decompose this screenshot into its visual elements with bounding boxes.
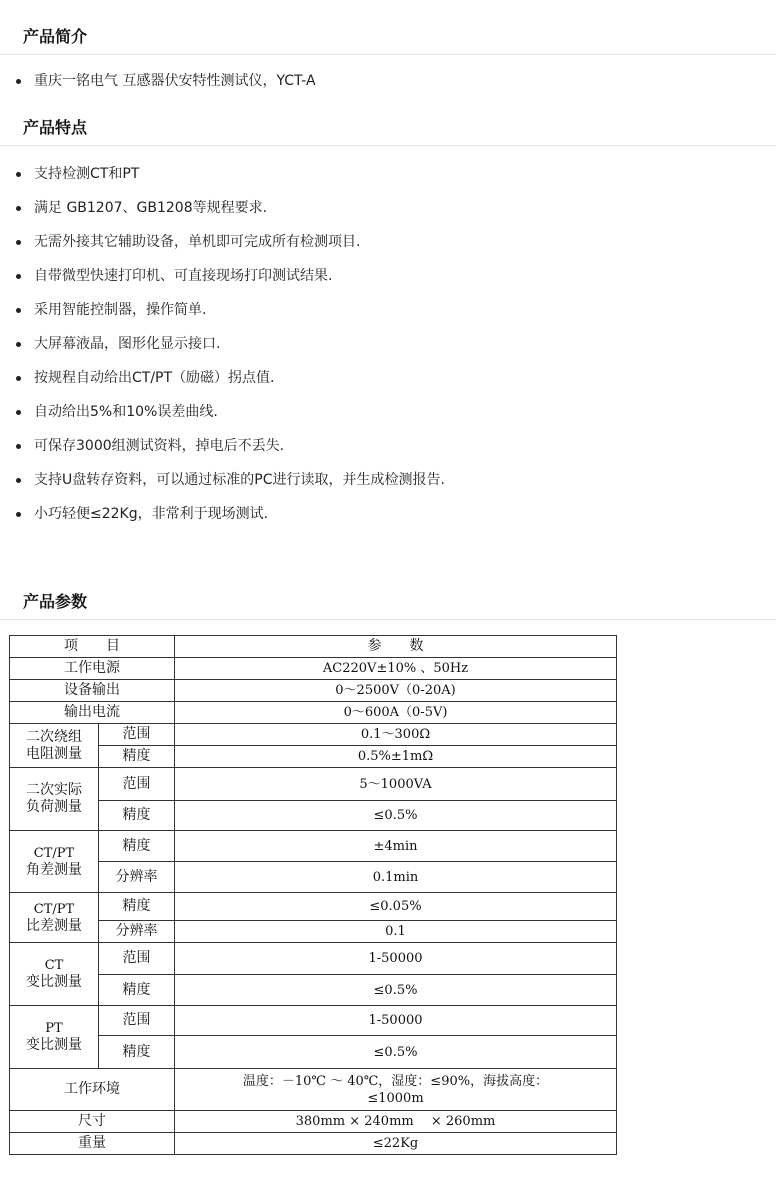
features-divider [0, 145, 776, 146]
list-item: 小巧轻便≤22Kg，非常利于现场测试. [0, 504, 776, 524]
size-label: 尺寸 [10, 1111, 175, 1133]
table-row [10, 768, 617, 801]
winding-label-line1: 二次绕组 [26, 728, 82, 745]
angle-resolution-value: 0.1min [175, 862, 617, 893]
power-value: AC220V±10% 、50Hz [175, 658, 617, 680]
burden-label [10, 768, 99, 831]
list-item: 大屏幕液晶，图形化显示接口. [0, 334, 776, 354]
pt-ratio-range-label: 范围 [99, 1006, 175, 1036]
environment-label: 工作环境 [10, 1069, 175, 1111]
table-row [10, 658, 617, 680]
burden-range-label: 范围 [99, 768, 175, 801]
ratio-error-label [10, 893, 99, 943]
table-row [10, 724, 617, 746]
list-item: 无需外接其它辅助设备，单机即可完成所有检测项目. [0, 232, 776, 252]
output-current-label: 输出电流 [10, 702, 175, 724]
ratio-error-resolution-label: 分辨率 [99, 921, 175, 943]
table-row [10, 921, 617, 943]
table-row [10, 862, 617, 893]
angle-accuracy-value: ±4min [175, 831, 617, 862]
output-value: 0～2500V（0-20A) [175, 680, 617, 702]
table-row [10, 702, 617, 724]
features-list [0, 164, 776, 524]
ct-ratio-label [10, 943, 99, 1006]
table-row [10, 1006, 617, 1036]
features-section-title: 产品特点 [23, 118, 88, 137]
angle-label-line2: 角差测量 [26, 861, 82, 878]
list-item: 按规程自动给出CT/PT（励磁）拐点值. [0, 368, 776, 388]
winding-range-label: 范围 [99, 724, 175, 746]
angle-label-line1: CT/PT [33, 845, 75, 861]
ratio-error-resolution-value: 0.1 [175, 921, 617, 943]
table-row [10, 1069, 617, 1111]
burden-accuracy-label: 精度 [99, 801, 175, 831]
ratio-error-accuracy-label: 精度 [99, 893, 175, 921]
pt-ratio-label-line1: PT [45, 1021, 63, 1036]
intro-divider [0, 54, 776, 55]
ratio-error-label-line1: CT/PT [33, 901, 75, 917]
pt-ratio-accuracy-value: ≤0.5% [175, 1036, 617, 1069]
environment-value [175, 1069, 617, 1111]
list-item: 自动给出5%和10%误差曲线. [0, 402, 776, 422]
ct-ratio-label-line2: 变比测量 [26, 974, 82, 990]
list-item: 支持检测CT和PT [0, 164, 776, 184]
list-item: 支持U盘转存资料，可以通过标准的PC进行读取，并生成检测报告. [0, 470, 776, 490]
list-item: 可保存3000组测试资料，掉电后不丢失. [0, 436, 776, 456]
table-row [10, 1036, 617, 1069]
params-divider [0, 619, 776, 620]
pt-ratio-accuracy-label: 精度 [99, 1036, 175, 1069]
winding-label-line2: 电阻测量 [26, 745, 82, 762]
output-label: 设备输出 [10, 680, 175, 702]
winding-label [10, 724, 99, 768]
list-item: 满足 GB1207、GB1208等规程要求. [0, 198, 776, 218]
table-row [10, 831, 617, 862]
table-row [10, 1111, 617, 1133]
table-row [10, 636, 617, 658]
table-row [10, 680, 617, 702]
table-row [10, 801, 617, 831]
list-item: 自带微型快速打印机、可直接现场打印测试结果. [0, 266, 776, 286]
weight-value: ≤22Kg [175, 1133, 617, 1155]
environment-value-line1: 温度：－10℃ ～ 40℃，湿度：≤90%，海拔高度： [242, 1073, 549, 1089]
header-value: 参 数 [175, 636, 617, 658]
burden-range-value: 5～1000VA [175, 768, 617, 801]
params-table [9, 635, 617, 1155]
winding-range-value: 0.1～300Ω [175, 724, 617, 746]
burden-accuracy-value: ≤0.5% [175, 801, 617, 831]
ratio-error-label-line2: 比差测量 [26, 917, 82, 934]
ct-ratio-range-label: 范围 [99, 943, 175, 975]
table-row [10, 975, 617, 1006]
ct-ratio-range-value: 1-50000 [175, 943, 617, 975]
params-section-title: 产品参数 [23, 592, 88, 611]
output-current-value: 0～600A（0-5V) [175, 702, 617, 724]
winding-accuracy-label: 精度 [99, 746, 175, 768]
table-row [10, 893, 617, 921]
pt-ratio-label [10, 1006, 99, 1069]
ct-ratio-accuracy-label: 精度 [99, 975, 175, 1006]
ct-ratio-label-line1: CT [44, 958, 64, 973]
ratio-error-accuracy-value: ≤0.05% [175, 893, 617, 921]
power-label: 工作电源 [10, 658, 175, 680]
table-row [10, 1133, 617, 1155]
size-value: 380mm × 240mm × 260mm [175, 1111, 617, 1133]
burden-label-line1: 二次实际 [26, 782, 82, 798]
pt-ratio-range-value: 1-50000 [175, 1006, 617, 1036]
header-item: 项 目 [10, 636, 175, 658]
pt-ratio-label-line2: 变比测量 [26, 1037, 82, 1053]
intro-list [0, 71, 776, 91]
table-row [10, 746, 617, 768]
list-item: 采用智能控制器，操作简单. [0, 300, 776, 320]
angle-label [10, 831, 99, 893]
list-item: 重庆一铭电气 互感器伏安特性测试仪，YCT-A [0, 71, 776, 91]
burden-label-line2: 负荷测量 [26, 799, 82, 815]
angle-accuracy-label: 精度 [99, 831, 175, 862]
weight-label: 重量 [10, 1133, 175, 1155]
environment-value-line2: ≤1000m [367, 1090, 424, 1106]
angle-resolution-label: 分辨率 [99, 862, 175, 893]
table-row [10, 943, 617, 975]
intro-section-title: 产品简介 [23, 27, 88, 46]
ct-ratio-accuracy-value: ≤0.5% [175, 975, 617, 1006]
winding-accuracy-value: 0.5%±1mΩ [175, 746, 617, 768]
